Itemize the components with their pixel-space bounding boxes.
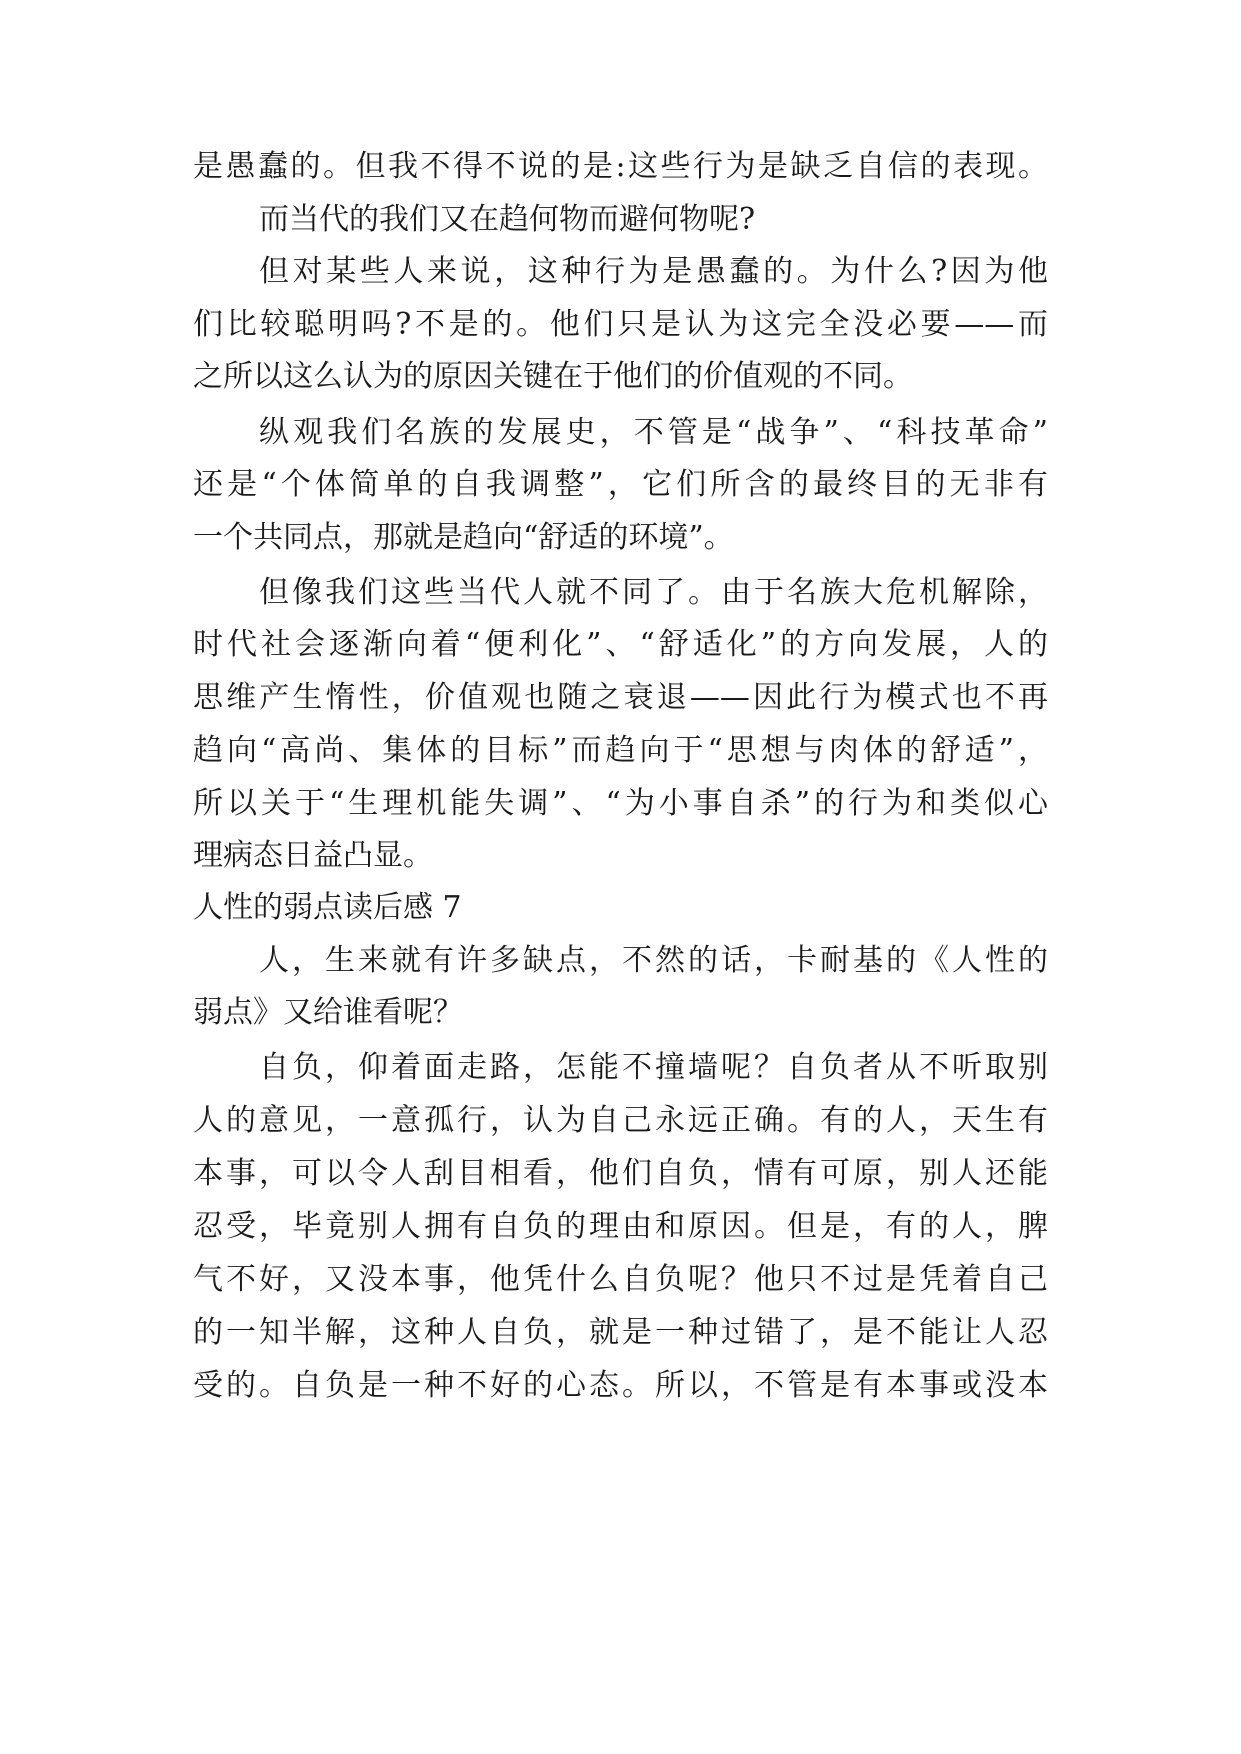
text-line: 忍受，毕竟别人拥有自负的理由和原因。但是，有的人，脾 (193, 1209, 1048, 1244)
text-line: 人的意见，一意孤行，认为自己永远正确。有的人，天生有 (193, 1103, 1048, 1138)
text-line: 们比较聪明吗?不是的。他们只是认为这完全没必要——而 (193, 307, 1048, 342)
text-line: 的一知半解，这种人自负，就是一种过错了，是不能让人忍 (193, 1315, 1048, 1350)
paragraph-line: 而当代的我们又在趋何物而避何物呢? (259, 202, 756, 237)
text-line: 弱点》又给谁看呢？ (193, 995, 463, 1030)
paragraph-line: 自负，仰着面走路，怎能不撞墙呢？自负者从不听取别 (259, 1050, 1048, 1085)
text-line: 一个共同点，那就是趋向“舒适的环境”。 (193, 520, 734, 555)
text-line: 气不好，又没本事，他凭什么自负呢？他只不过是凭着自己 (193, 1262, 1048, 1297)
paragraph-line: 人，生来就有许多缺点，不然的话，卡耐基的《人性的 (259, 943, 1048, 978)
paragraph-line: 但对某些人来说，这种行为是愚蠢的。为什么?因为他 (259, 254, 1048, 289)
text-line: 所以关于“生理机能失调”、“为小事自杀”的行为和类似心 (193, 786, 1048, 821)
text-line: 本事，可以令人刮目相看，他们自负，情有可原，别人还能 (193, 1156, 1048, 1191)
paragraph-line: 但像我们这些当代人就不同了。由于名族大危机解除， (259, 575, 1048, 610)
text-line: 时代社会逐渐向着“便利化”、“舒适化”的方向发展，人的 (193, 627, 1048, 662)
text-line: 趋向“高尚、集体的目标”而趋向于“思想与肉体的舒适”， (193, 733, 1048, 768)
text-line: 之所以这么认为的原因关键在于他们的价值观的不同。 (193, 359, 913, 394)
text-line: 思维产生惰性，价值观也随之衰退——因此行为模式也不再 (193, 680, 1048, 715)
text-line: 是愚蠢的。但我不得不说的是:这些行为是缺乏自信的表现。 (193, 149, 1048, 184)
text-line: 理病态日益凸显。 (193, 838, 433, 873)
text-line: 受的。自负是一种不好的心态。所以，不管是有本事或没本 (193, 1368, 1048, 1403)
text-line: 还是“个体简单的自我调整”，它们所含的最终目的无非有 (193, 467, 1048, 502)
section-heading: 人性的弱点读后感 7 (193, 890, 462, 925)
paragraph-line: 纵观我们名族的发展史，不管是“战争”、“科技革命” (259, 415, 1048, 450)
